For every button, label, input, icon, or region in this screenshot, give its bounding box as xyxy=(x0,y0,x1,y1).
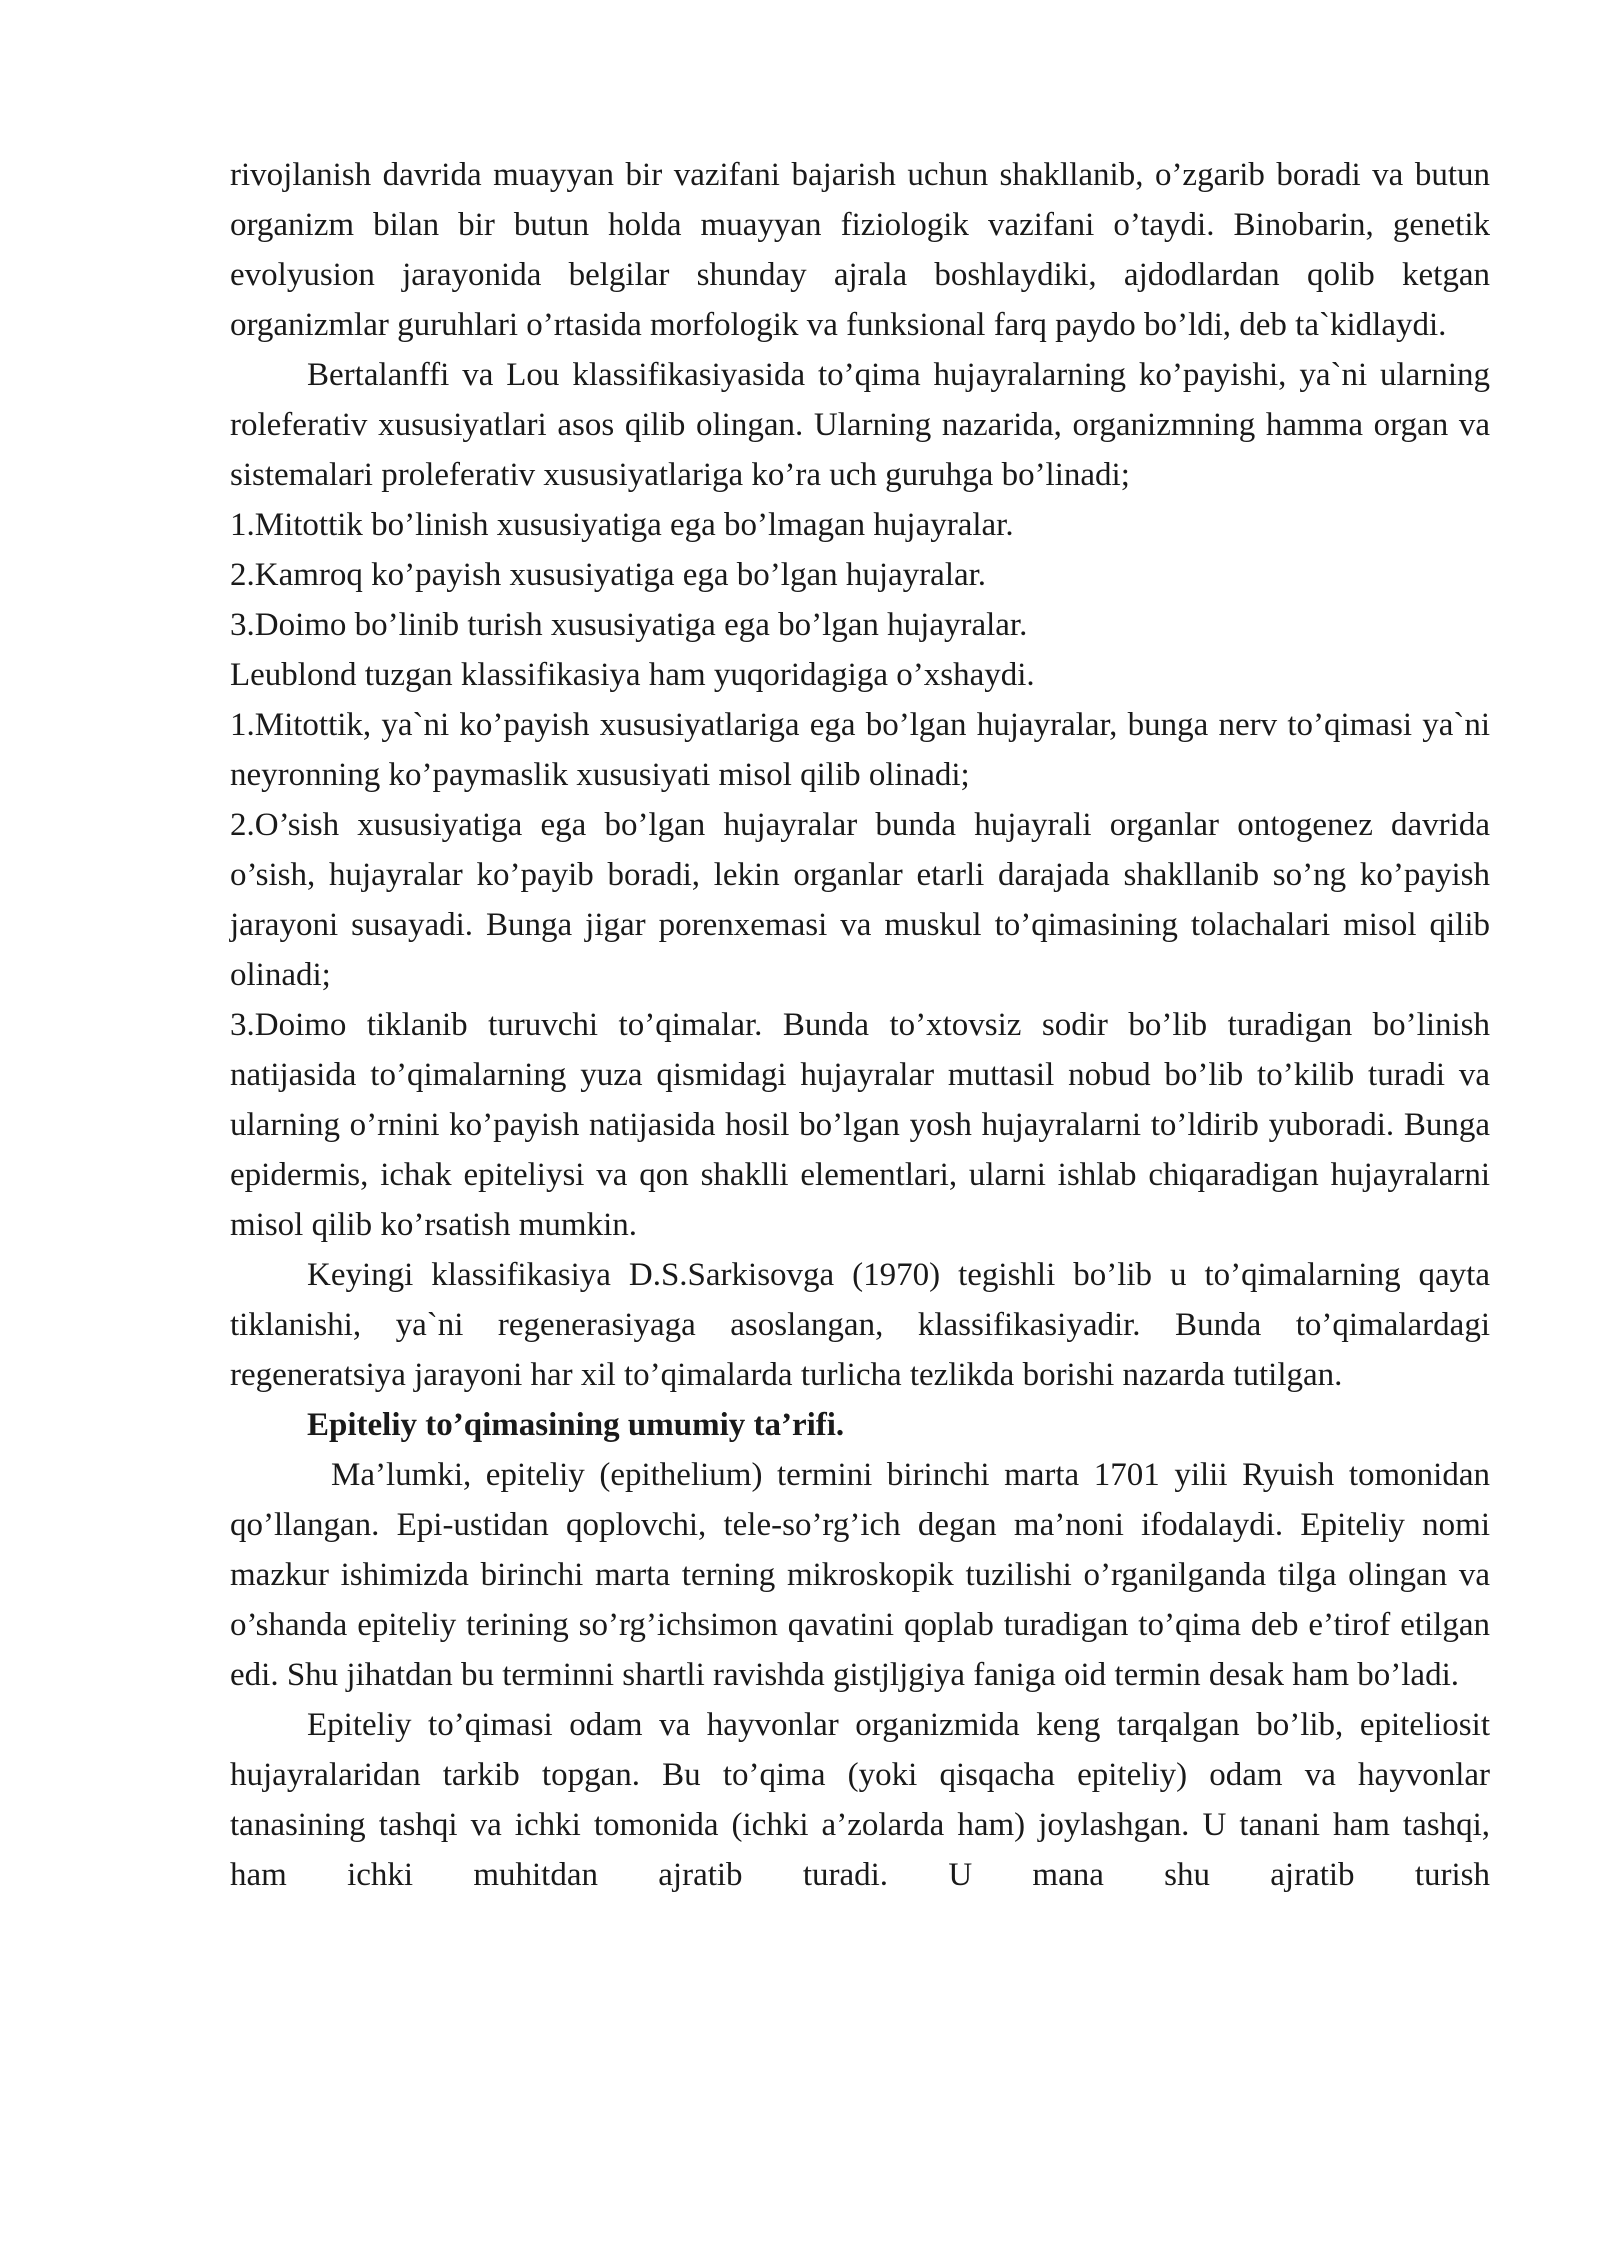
section-heading: Epiteliy to’qimasining umumiy ta’rifi. xyxy=(307,1407,845,1443)
list-2-item-1: 1.Mitottik, ya`ni ko’payish xususiyatlariga ega bo’lgan hujayralar, bunga nerv to’qimasi ya`ni neyronning ko’paymaslik xususiyati misol qilib olinadi; xyxy=(230,707,1490,793)
list-2-item-3: 3.Doimo tiklanib turuvchi to’qimalar. Bunda to’xtovsiz sodir bo’lib turadigan bo’linish natijasida to’qimalarning yuza qismidagi hujayralar muttasil nobud bo’lib to’kilib turadi va ularning o’rnini ko’payish natijasida hosil bo’lgan yosh hujayralarni to’ldirib yuboradi. Bunga epidermis, ichak epiteliysi va qon shaklli elementlari, ularni ishlab chiqaradigan hujayralarni misol qilib ko’rsatish mumkin. xyxy=(230,1007,1490,1243)
paragraph-bertalanffi: Bertalanffi va Lou klassifikasiyasida to’qima hujayralarning ko’payishi, ya`ni ularning roleferativ xususiyatlari asos qilib olingan. Ularning nazarida, organizmning hamma organ va sistemalari proleferativ xususiyatlariga ko’ra uch guruhga bo’linadi; xyxy=(230,357,1490,493)
document-body xyxy=(230,150,1490,1900)
paragraph-1: rivojlanish davrida muayyan bir vazifani bajarish uchun shakllanib, o’zgarib boradi va butun organizm bilan bir butun holda muayyan fiziologik vazifani o’taydi. Binobarin, genetik evolyusion jarayonida belgilar shunday ajrala boshlaydiki, ajdodlardan qolib ketgan organizmlar guruhlari o’rtasida morfologik va funksional farq paydo bo’ldi, deb ta`kidlaydi. xyxy=(230,157,1490,343)
leublond-intro: Leublond tuzgan klassifikasiya ham yuqoridagiga o’xshaydi. xyxy=(230,657,1035,693)
list-2-item-2: 2.O’sish xususiyatiga ega bo’lgan hujayralar bunda hujayrali organlar ontogenez davrida o’sish, hujayralar ko’payib boradi, lekin organlar etarli darajada shakllanib so’ng ko’payish jarayoni susayadi. Bunga jigar porenxemasi va muskul to’qimasining tolachalari misol qilib olinadi; xyxy=(230,807,1490,993)
list-1-item-1: 1.Mitottik bo’linish xususiyatiga ega bo’lmagan hujayralar. xyxy=(230,507,1014,543)
paragraph-epithelium-term: Ma’lumki, epiteliy (epithelium) termini birinchi marta 1701 yilii Ryuish tomonidan qo’llangan. Epi-ustidan qoplovchi, tele-so’rg’ich degan ma’noni ifodalaydi. Epiteliy nomi mazkur ishimizda birinchi marta terning mikroskopik tuzilishi o’rganilganda tilga olingan va o’shanda epiteliy terining so’rg’ichsimon qavatini qoplab turadigan to’qima deb e’tirof etilgan edi. Shu jihatdan bu terminni shartli ravishda gistjljgiya faniga oid termin desak ham bo’ladi. xyxy=(230,1457,1490,1693)
paragraph-epithelium-tissue: Epiteliy to’qimasi odam va hayvonlar organizmida keng tarqalgan bo’lib, epiteliosit hujayralaridan tarkib topgan. Bu to’qima (yoki qisqacha epiteliy) odam va hayvonlar tanasining tashqi va ichki tomonida (ichki a’zolarda ham) joylashgan. U tanani ham tashqi, ham ichki muhitdan ajratib turadi. U mana shu ajratib turish xyxy=(230,1707,1490,1893)
list-1-item-3: 3.Doimo bo’linib turish xususiyatiga ega bo’lgan hujayralar. xyxy=(230,607,1028,643)
list-1-item-2: 2.Kamroq ko’payish xususiyatiga ega bo’lgan hujayralar. xyxy=(230,557,987,593)
paragraph-sarkisov: Keyingi klassifikasiya D.S.Sarkisovga (1970) tegishli bo’lib u to’qimalarning qayta tiklanishi, ya`ni regenerasiyaga asoslangan, klassifikasiyadir. Bunda to’qimalardagi regeneratsiya jarayoni har xil to’qimalarda turlicha tezlikda borishi nazarda tutilgan. xyxy=(230,1257,1490,1393)
